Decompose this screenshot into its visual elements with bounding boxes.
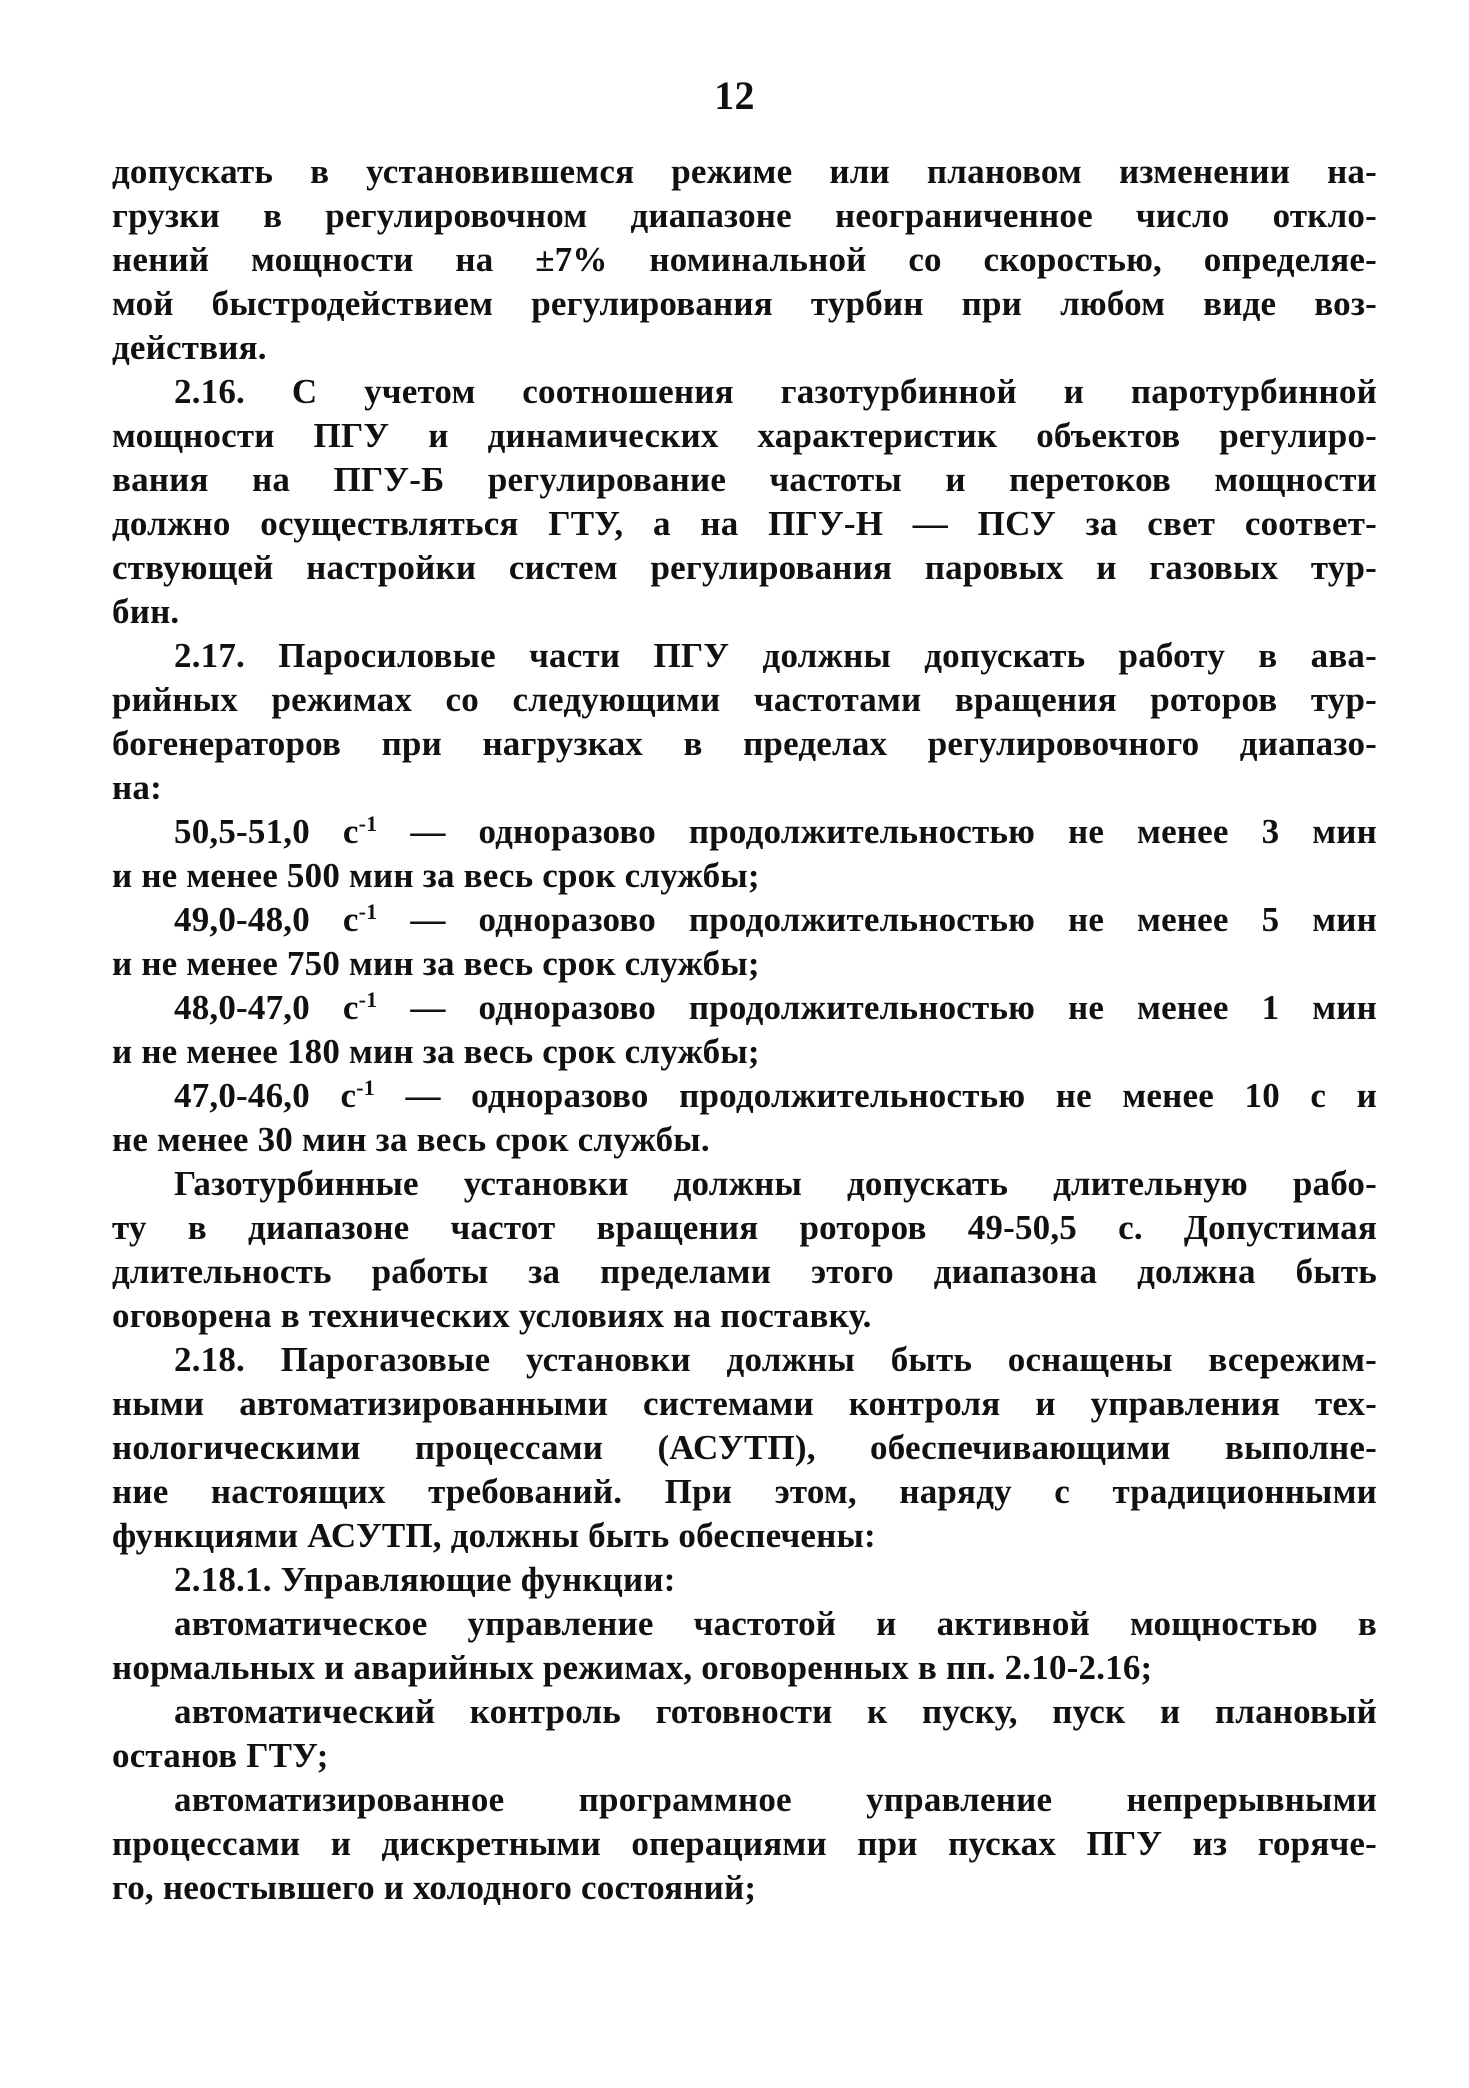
text-line: 2.16. С учетом соотношения газотурбинной и паротурбинной: [174, 372, 1377, 411]
frequency-description: — одноразово продолжительностью не менее 5 мин: [377, 900, 1377, 939]
text-line: и не менее 180 мин за весь срок службы;: [112, 1032, 760, 1071]
text-line: процессами и дискретными операциями при пусках ПГУ из горяче-: [112, 1824, 1377, 1863]
frequency-range: 48,0-47,0 с: [174, 988, 359, 1027]
text-line: и не менее 750 мин за весь срок службы;: [112, 944, 760, 983]
text-line: автоматический контроль готовности к пуску, пуск и плановый: [174, 1692, 1377, 1731]
text-line: мой быстродействием регулирования турбин при любом виде воз-: [112, 284, 1377, 323]
frequency-description: — одноразово продолжительностью не менее 10 с и: [374, 1076, 1378, 1115]
paragraph-2-18: [112, 1338, 1377, 1558]
paragraph-2-16: [112, 370, 1377, 634]
function-item: [112, 1690, 1377, 1778]
frequency-description: — одноразово продолжительностью не менее 3 мин: [377, 812, 1377, 851]
text-line: грузки в регулировочном диапазоне неограниченное число откло-: [112, 196, 1377, 235]
function-item: [112, 1602, 1377, 1690]
page-body: [112, 150, 1377, 1910]
text-line: [112, 1074, 1377, 1118]
text-line: [112, 986, 1377, 1030]
text-line: 2.18. Парогазовые установки должны быть оснащены всережим-: [174, 1340, 1377, 1379]
text-line: на:: [112, 768, 162, 807]
text-line: [112, 898, 1377, 942]
text-line: должно осуществляться ГТУ, а на ПГУ-Н — ПСУ за свет соответ-: [112, 504, 1377, 543]
text-line: автоматическое управление частотой и активной мощностью в: [174, 1604, 1377, 1643]
frequency-exponent: -1: [358, 899, 378, 924]
frequency-exponent: -1: [356, 1075, 375, 1100]
function-item: [112, 1778, 1377, 1910]
text-line: нормальных и аварийных режимах, оговоренных в пп. 2.10-2.16;: [112, 1648, 1153, 1687]
frequency-exponent: -1: [358, 811, 378, 836]
text-line: нений мощности на ±7% номинальной со скоростью, определяе-: [112, 240, 1377, 279]
text-line: го, неостывшего и холодного состояний;: [112, 1868, 757, 1907]
text-line: автоматизированное программное управление непрерывными: [174, 1780, 1377, 1819]
text-line: не менее 30 мин за весь срок службы.: [112, 1120, 710, 1159]
frequency-item: [112, 1074, 1377, 1162]
text-line: ние настоящих требований. При этом, наряду с традиционными: [112, 1472, 1377, 1511]
frequency-range: 50,5-51,0 с: [174, 812, 359, 851]
frequency-description: — одноразово продолжительностью не менее 1 мин: [377, 988, 1377, 1027]
text-line: ными автоматизированными системами контроля и управления тех-: [112, 1384, 1377, 1423]
frequency-item: [112, 898, 1377, 986]
text-line: рийных режимах со следующими частотами вращения роторов тур-: [112, 680, 1377, 719]
text-line: останов ГТУ;: [112, 1736, 329, 1775]
text-line: действия.: [112, 328, 267, 367]
text-line: и не менее 500 мин за весь срок службы;: [112, 856, 760, 895]
text-line: ствующей настройки систем регулирования паровых и газовых тур-: [112, 548, 1377, 587]
frequency-range: 47,0-46,0 с: [174, 1076, 357, 1115]
text-line: допускать в установившемся режиме или плановом изменении на-: [112, 152, 1377, 191]
text-line: мощности ПГУ и динамических характеристик объектов регулиро-: [112, 416, 1377, 455]
text-line: оговорена в технических условиях на поставку.: [112, 1296, 872, 1335]
subsection-heading-2-18-1: [112, 1558, 1377, 1602]
paragraph-continuation: [112, 150, 1377, 370]
paragraph-gtu: [112, 1162, 1377, 1338]
text-line: 2.17. Паросиловые части ПГУ должны допускать работу в ава-: [174, 636, 1377, 675]
text-line: ту в диапазоне частот вращения роторов 49-50,5 с. Допустимая: [112, 1208, 1377, 1247]
paragraph-2-17: [112, 634, 1377, 810]
text-line: Газотурбинные установки должны допускать длительную рабо-: [174, 1164, 1377, 1203]
text-line: функциями АСУТП, должны быть обеспечены:: [112, 1516, 876, 1555]
page-number: 12: [714, 73, 755, 118]
frequency-item: [112, 986, 1377, 1074]
text-line: длительность работы за пределами этого диапазона должна быть: [112, 1252, 1377, 1291]
frequency-exponent: -1: [358, 987, 378, 1012]
text-line: 2.18.1. Управляющие функции:: [174, 1560, 676, 1599]
frequency-range: 49,0-48,0 с: [174, 900, 359, 939]
text-line: бин.: [112, 592, 180, 631]
frequency-item: [112, 810, 1377, 898]
text-line: вания на ПГУ-Б регулирование частоты и перетоков мощности: [112, 460, 1377, 499]
text-line: богенераторов при нагрузках в пределах регулировочного диапазо-: [112, 724, 1377, 763]
text-line: [112, 810, 1377, 854]
text-line: нологическими процессами (АСУТП), обеспечивающими выполне-: [112, 1428, 1377, 1467]
